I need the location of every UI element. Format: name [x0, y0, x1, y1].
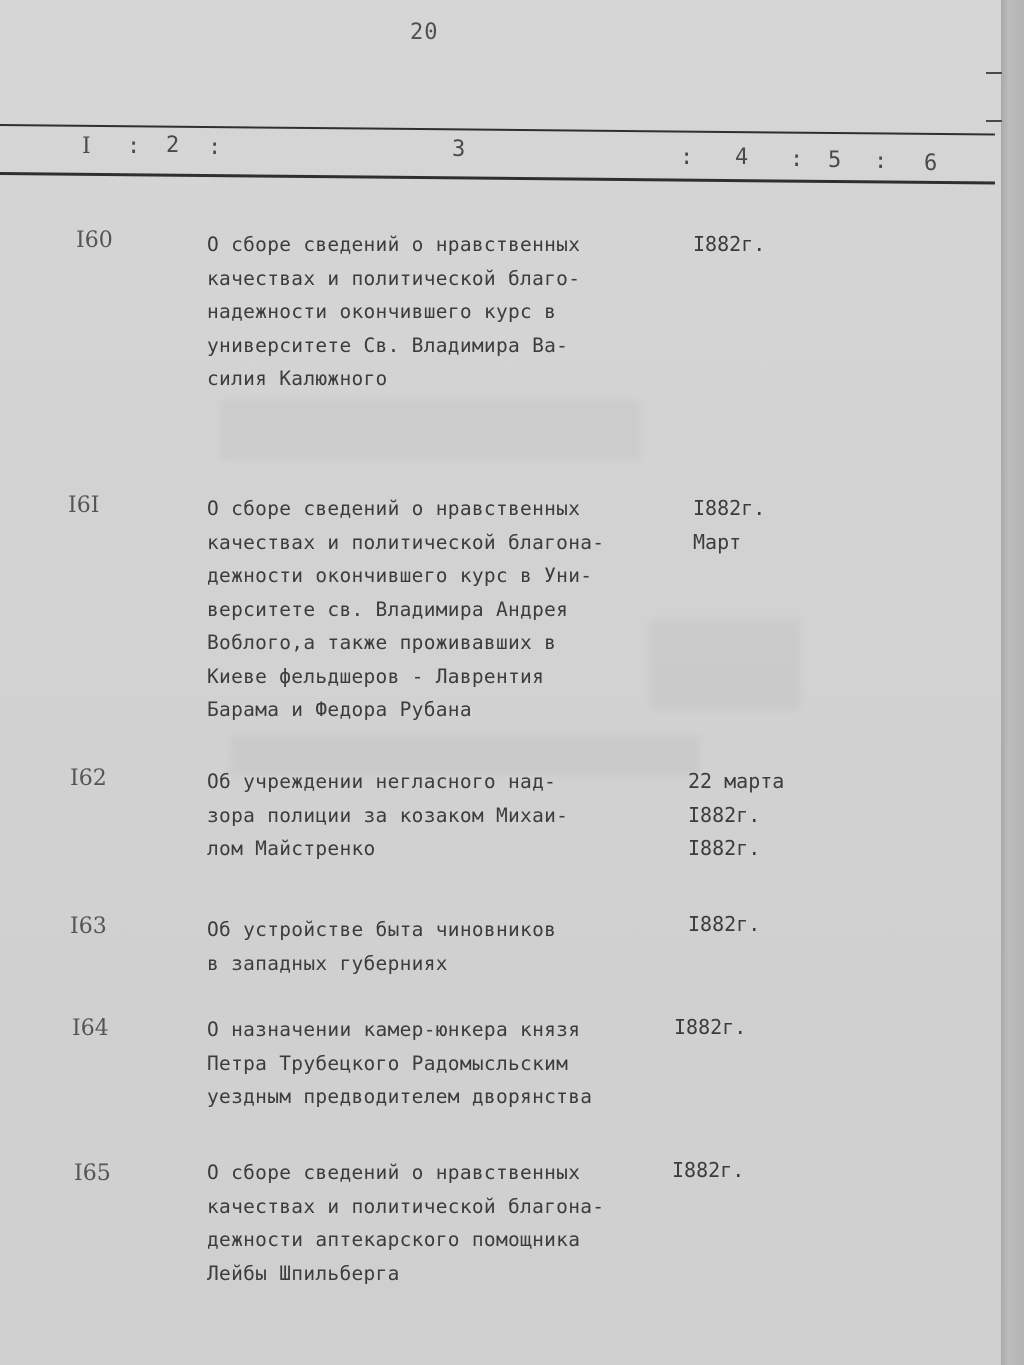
column-header-1: I — [82, 134, 91, 159]
entry-title: О сборе сведений о нравственных качествах и политической благо- надежности окончившего курс в университете Св. Владимира Ва- силия Калюжного — [207, 233, 581, 390]
entry-title: Об учреждении негласного над- зора полиции за козаком Михаи- лом Майстренко — [207, 770, 569, 860]
entry-date: 22 марта I882г. I882г. — [688, 769, 785, 860]
entry-title: Об устройстве быта чиновников в западных губерниях — [207, 918, 557, 975]
entry-date: I882г. — [674, 1015, 747, 1039]
entry-number: I62 — [70, 766, 107, 791]
column-separator: : — [874, 149, 888, 174]
entry-date: I882г. — [672, 1158, 745, 1182]
column-separator: : — [790, 147, 804, 172]
column-header-3: 3 — [452, 137, 466, 162]
entry-number: I6I — [68, 493, 100, 518]
column-separator: : — [680, 145, 694, 170]
bleed-through-mark — [650, 620, 800, 710]
column-header-4: 4 — [735, 145, 749, 170]
page-number: 20 — [410, 20, 439, 45]
column-header-2: 2 — [166, 133, 180, 158]
edge-tick-mark — [986, 120, 1002, 122]
page-edge-shadow — [1001, 0, 1024, 1365]
bleed-through-mark — [220, 400, 640, 460]
entry-date: I882г. — [693, 232, 766, 256]
entry-number: I63 — [70, 914, 107, 939]
header-rule-top — [0, 124, 995, 136]
entry-number: I60 — [76, 228, 113, 253]
entry-date: I882г. Март — [693, 496, 766, 554]
entry-title: О назначении камер-юнкера князя Петра Трубецкого Радомысльским уездным предводителем дворянства — [207, 1018, 593, 1108]
entry-title: О сборе сведений о нравственных качествах и политической благона- дежности окончившего курс в Уни- верситете св. Владимира Андрея Воблого,а также проживавших в Киеве фельдшеров - Лаврентия Барама и Федора Рубана — [207, 497, 605, 721]
column-separator: : — [127, 134, 141, 159]
entry-title: О сборе сведений о нравственных качествах и политической благона- дежности аптекарского помощника Лейбы Шпильберга — [207, 1161, 605, 1285]
column-header-6: 6 — [924, 151, 938, 176]
column-separator: : — [208, 135, 222, 160]
column-header-5: 5 — [828, 148, 842, 173]
edge-tick-mark — [986, 72, 1002, 74]
entry-date: I882г. — [688, 912, 761, 936]
entry-number: I64 — [72, 1016, 109, 1041]
header-rule-bottom — [0, 172, 995, 185]
entry-number: I65 — [74, 1161, 111, 1186]
